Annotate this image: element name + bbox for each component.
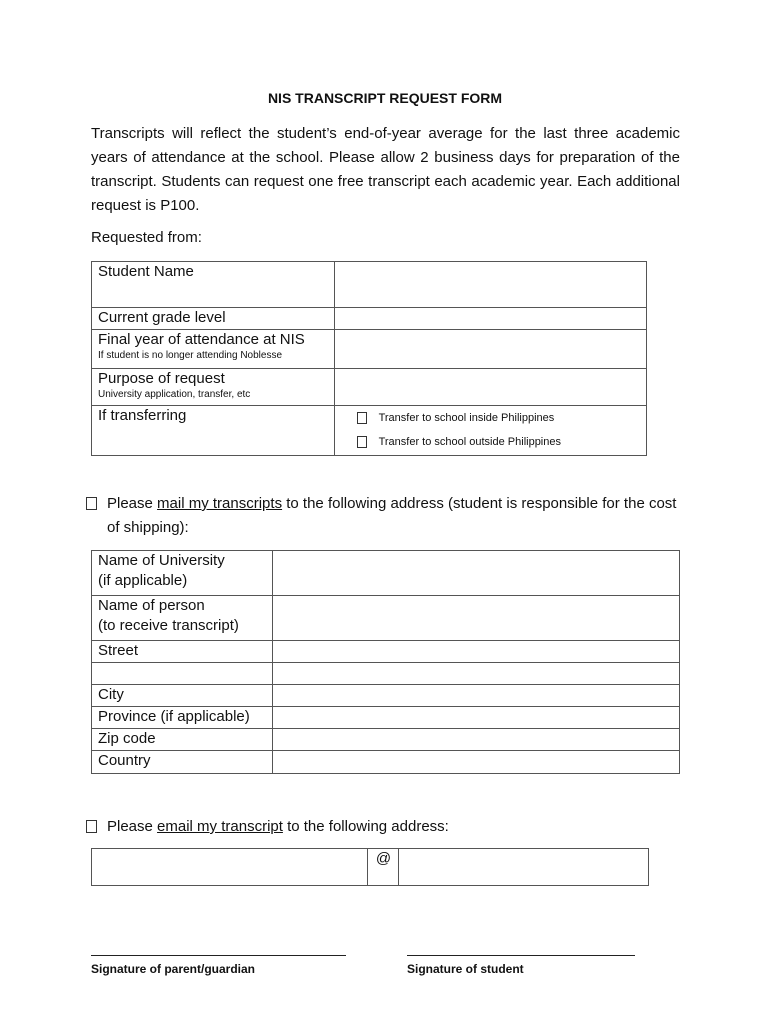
zip-label: Zip code bbox=[92, 729, 273, 751]
requested-from-label: Requested from: bbox=[91, 229, 202, 246]
purpose-note: University application, transfer, etc bbox=[98, 389, 251, 400]
parent-signature-line[interactable] bbox=[91, 955, 346, 956]
university-field[interactable] bbox=[272, 551, 679, 596]
final-year-note: If student is no longer attending Noblesse bbox=[98, 350, 283, 361]
address-table bbox=[91, 550, 680, 774]
street-label: Street bbox=[92, 641, 273, 663]
email-username-field[interactable] bbox=[92, 849, 368, 886]
if-transferring-label: If transferring bbox=[92, 406, 335, 456]
country-label: Country bbox=[92, 751, 273, 774]
transfer-inside-option[interactable] bbox=[335, 406, 646, 430]
purpose-label: Purpose of request University application, transfer, etc bbox=[92, 369, 335, 406]
zip-field[interactable] bbox=[272, 729, 679, 751]
current-grade-field[interactable] bbox=[334, 308, 646, 330]
email-transcript-link: email my transcript bbox=[157, 818, 283, 835]
transfer-inside-label: Transfer to school inside Philippines bbox=[378, 412, 555, 424]
mail-transcripts-link: mail my transcripts bbox=[157, 495, 283, 512]
email-option-text: Please email my transcript to the following address: bbox=[107, 818, 449, 835]
transfer-inside-checkbox[interactable] bbox=[357, 412, 367, 424]
street-field[interactable] bbox=[272, 641, 679, 663]
student-info-table bbox=[91, 261, 647, 456]
city-label: City bbox=[92, 685, 273, 707]
email-option-checkbox[interactable] bbox=[86, 820, 97, 833]
province-label: Province (if applicable) bbox=[92, 707, 273, 729]
transfer-outside-option[interactable] bbox=[335, 430, 646, 454]
student-name-label: Student Name bbox=[92, 262, 335, 308]
email-table bbox=[91, 848, 649, 886]
parent-signature-label: Signature of parent/guardian bbox=[91, 962, 256, 976]
person-field[interactable] bbox=[272, 596, 679, 641]
intro-paragraph: Transcripts will reflect the student’s end-of-year average for the last three academic years of attendance at the school. Please allow 2 business days for preparation of the transcript. Students can request one free transcript each academic year. Each additional request is P100. bbox=[91, 125, 680, 214]
transfer-outside-checkbox[interactable] bbox=[357, 436, 367, 448]
person-label: Name of person (to receive transcript) bbox=[92, 596, 273, 641]
mail-option-checkbox[interactable] bbox=[86, 497, 97, 510]
current-grade-label: Current grade level bbox=[92, 308, 335, 330]
street-line-2-label bbox=[92, 663, 273, 685]
transfer-outside-label: Transfer to school outside Philippines bbox=[378, 436, 561, 448]
final-year-field[interactable] bbox=[334, 330, 646, 369]
student-signature-label: Signature of student bbox=[407, 962, 524, 976]
email-domain-field[interactable] bbox=[399, 849, 649, 886]
final-year-label: Final year of attendance at NIS If student is no longer attending Noblesse bbox=[92, 330, 335, 369]
form-title: NIS TRANSCRIPT REQUEST FORM bbox=[267, 90, 503, 106]
student-signature-line[interactable] bbox=[407, 955, 635, 956]
province-field[interactable] bbox=[272, 707, 679, 729]
country-field[interactable] bbox=[272, 751, 679, 774]
transfer-options bbox=[334, 406, 646, 456]
mail-option-text: Please mail my transcripts to the following address (student is responsible for the cost of shipping): bbox=[107, 495, 677, 536]
email-at-sign: @ bbox=[368, 849, 399, 886]
street-line-2-field[interactable] bbox=[272, 663, 679, 685]
city-field[interactable] bbox=[272, 685, 679, 707]
purpose-field[interactable] bbox=[334, 369, 646, 406]
student-name-field[interactable] bbox=[334, 262, 646, 308]
university-label: Name of University (if applicable) bbox=[92, 551, 273, 596]
